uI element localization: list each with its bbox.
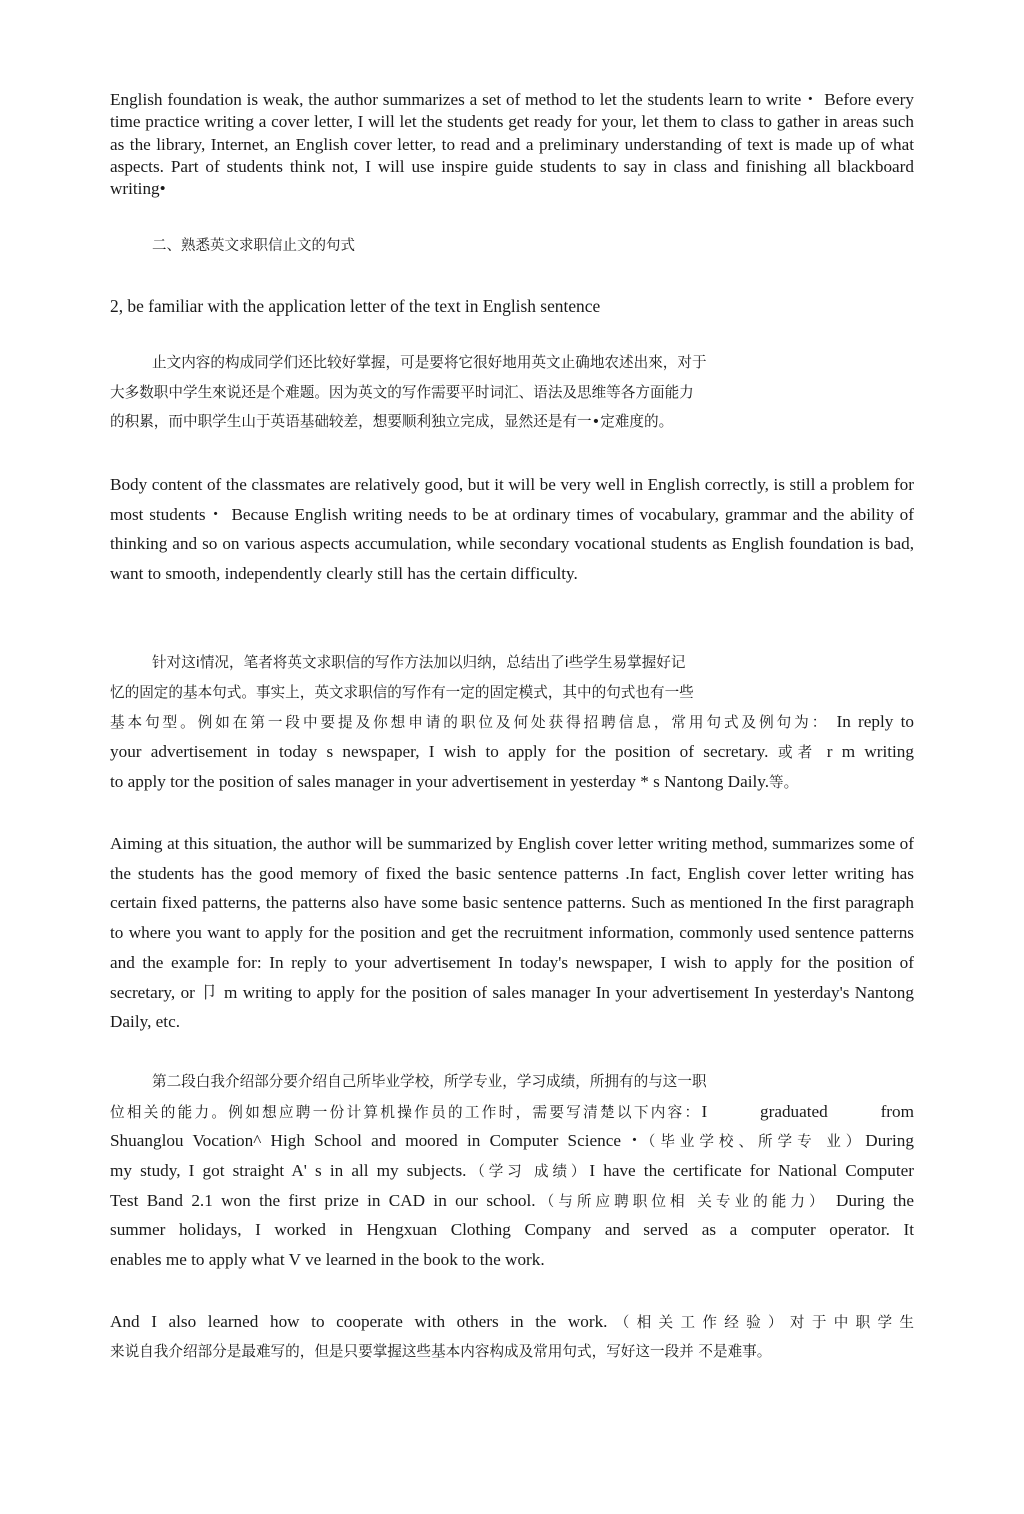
- english-text: my study, I got straight A' s in all my subjects.: [110, 1161, 467, 1181]
- english-text: In reply to: [829, 712, 914, 732]
- mixed-line: [110, 767, 914, 797]
- chinese-text: 位相关的能力。例如想应聘一份计算机操作员的工作时，需要写清楚以下内容：: [110, 1103, 702, 1121]
- section-heading-english: 2, be familiar with the application letter of the text in English sentence: [110, 296, 601, 316]
- chinese-line: 针对这i情况，笔者将英文求职信的写作方法加以归纳，总结出了i些学生易掌握好记: [152, 654, 686, 671]
- english-text: And I also learned how to cooperate with others in the work.: [110, 1312, 608, 1331]
- paragraph-aiming-chinese: [110, 648, 914, 796]
- chinese-text: （毕业学校、所学专 业）: [648, 1133, 866, 1151]
- chinese-text: 或者: [768, 744, 827, 762]
- mixed-line: [110, 1097, 914, 1127]
- mixed-line: [110, 1126, 914, 1156]
- english-line: enables me to apply what V ve learned in the book to the work.: [110, 1250, 545, 1270]
- paragraph-body-content-english: Body content of the classmates are relatively good, but it will be very well in English correctly, is still a problem for most students・ Because English writing needs to be at ordinary times of vocabulary, grammar and the ability of thinking and so on various aspects accumulation, while secondary vocational students as English foundation is bad, want to smooth, independently clearly still has the certain difficulty.: [110, 475, 914, 584]
- chinese-text: （与所应聘职位相 关专业的能力）: [535, 1192, 828, 1210]
- chinese-text: （相关工作经验）对于中职学生: [607, 1314, 914, 1331]
- chinese-line: 忆的固定的基本句式。事实上，英文求职信的写作有一定的固定模式，其中的句式也有一些: [110, 683, 694, 701]
- chinese-line: 大多数职中学生來说还是个难题。因为英文的写作需要平时词汇、语法及思维等各方面能力: [110, 383, 694, 401]
- english-text: I have the certificate for National Computer: [589, 1161, 915, 1181]
- english-text: r m writing: [826, 742, 914, 762]
- chinese-line: 来说自我介绍部分是最难写的，但是只要掌握这些基本内容构成及常用句式，写好这一段并 不是难事。: [110, 1342, 772, 1360]
- english-text: During the: [827, 1190, 914, 1210]
- chinese-text: （学习 成绩）: [466, 1163, 590, 1181]
- paragraph-body-content-chinese: [110, 348, 914, 437]
- paragraph-english-foundation: English foundation is weak, the author summarizes a set of method to let the students learn to write・ Before every time practice writing a cover letter, I will let the students get ready for your, let them to class to gather in areas such as the library, Internet, an English cover letter, to read and a preliminary understanding of text is made up of what aspects. Part of students think not, I will use inspire guide students to say in class and finishing all blackboard writing•: [110, 90, 914, 199]
- english-text: Test Band 2.1 won the first prize in CAD in our school.: [110, 1190, 536, 1210]
- chinese-line: 第二段白我介绍部分要介绍自己所毕业学校，所学专业，学习成绩，所拥有的与这一职: [152, 1073, 707, 1090]
- paragraph-cooperate: [110, 1307, 914, 1366]
- section-heading-chinese: 二、熟悉英文求职信止文的句式: [152, 238, 355, 254]
- chinese-text: 等。: [769, 773, 799, 791]
- english-text: Shuanglou Vocation^ High School and moored in Computer Science・: [110, 1131, 649, 1151]
- english-text: to apply tor the position of sales manager in your advertisement in yesterday * s Nantong Daily.: [110, 771, 770, 791]
- english-text: your advertisement in today s newspaper, I wish to apply for the position of secretary.: [110, 742, 769, 762]
- mixed-line: [110, 1186, 914, 1216]
- mixed-line: [110, 1307, 914, 1337]
- mixed-line: [110, 707, 914, 737]
- english-text: During: [865, 1131, 914, 1151]
- english-text: I graduated from: [701, 1101, 914, 1121]
- chinese-line: 的积累，而中职学生山于英语基础较差，想要顺利独立完成，显然还是有一•定难度的。: [110, 413, 674, 431]
- paragraph-self-introduction: [110, 1067, 914, 1275]
- chinese-text: 基本句型。例如在第一段中要提及你想申请的职位及何处获得招聘信息，常用句式及例句为：: [110, 714, 830, 732]
- english-line: summer holidays, I worked in Hengxuan Clothing Company and served as a computer operator. It: [110, 1220, 914, 1240]
- mixed-line: [110, 1156, 914, 1186]
- mixed-line: [110, 737, 914, 767]
- paragraph-aiming-english: Aiming at this situation, the author will be summarized by English cover letter writing method, summarizes some of the students has the good memory of fixed the basic sentence patterns .In fact, English cover letter writing has certain fixed patterns, the patterns also have some basic sentence patterns. Such as mentioned In the first paragraph to where you want to apply for the position and get the recruitment information, commonly used sentence patterns and the example for: In reply to your advertisement In today's newspaper, I wish to apply for the position of secretary, or 卩 m writing to apply for the position of sales manager In your advertisement In yesterday's Nantong Daily, etc.: [110, 834, 914, 1032]
- chinese-line: 止文内容的构成同学们还比较好掌握，可是要将它很好地用英文止确地农述出來，对于: [152, 354, 707, 371]
